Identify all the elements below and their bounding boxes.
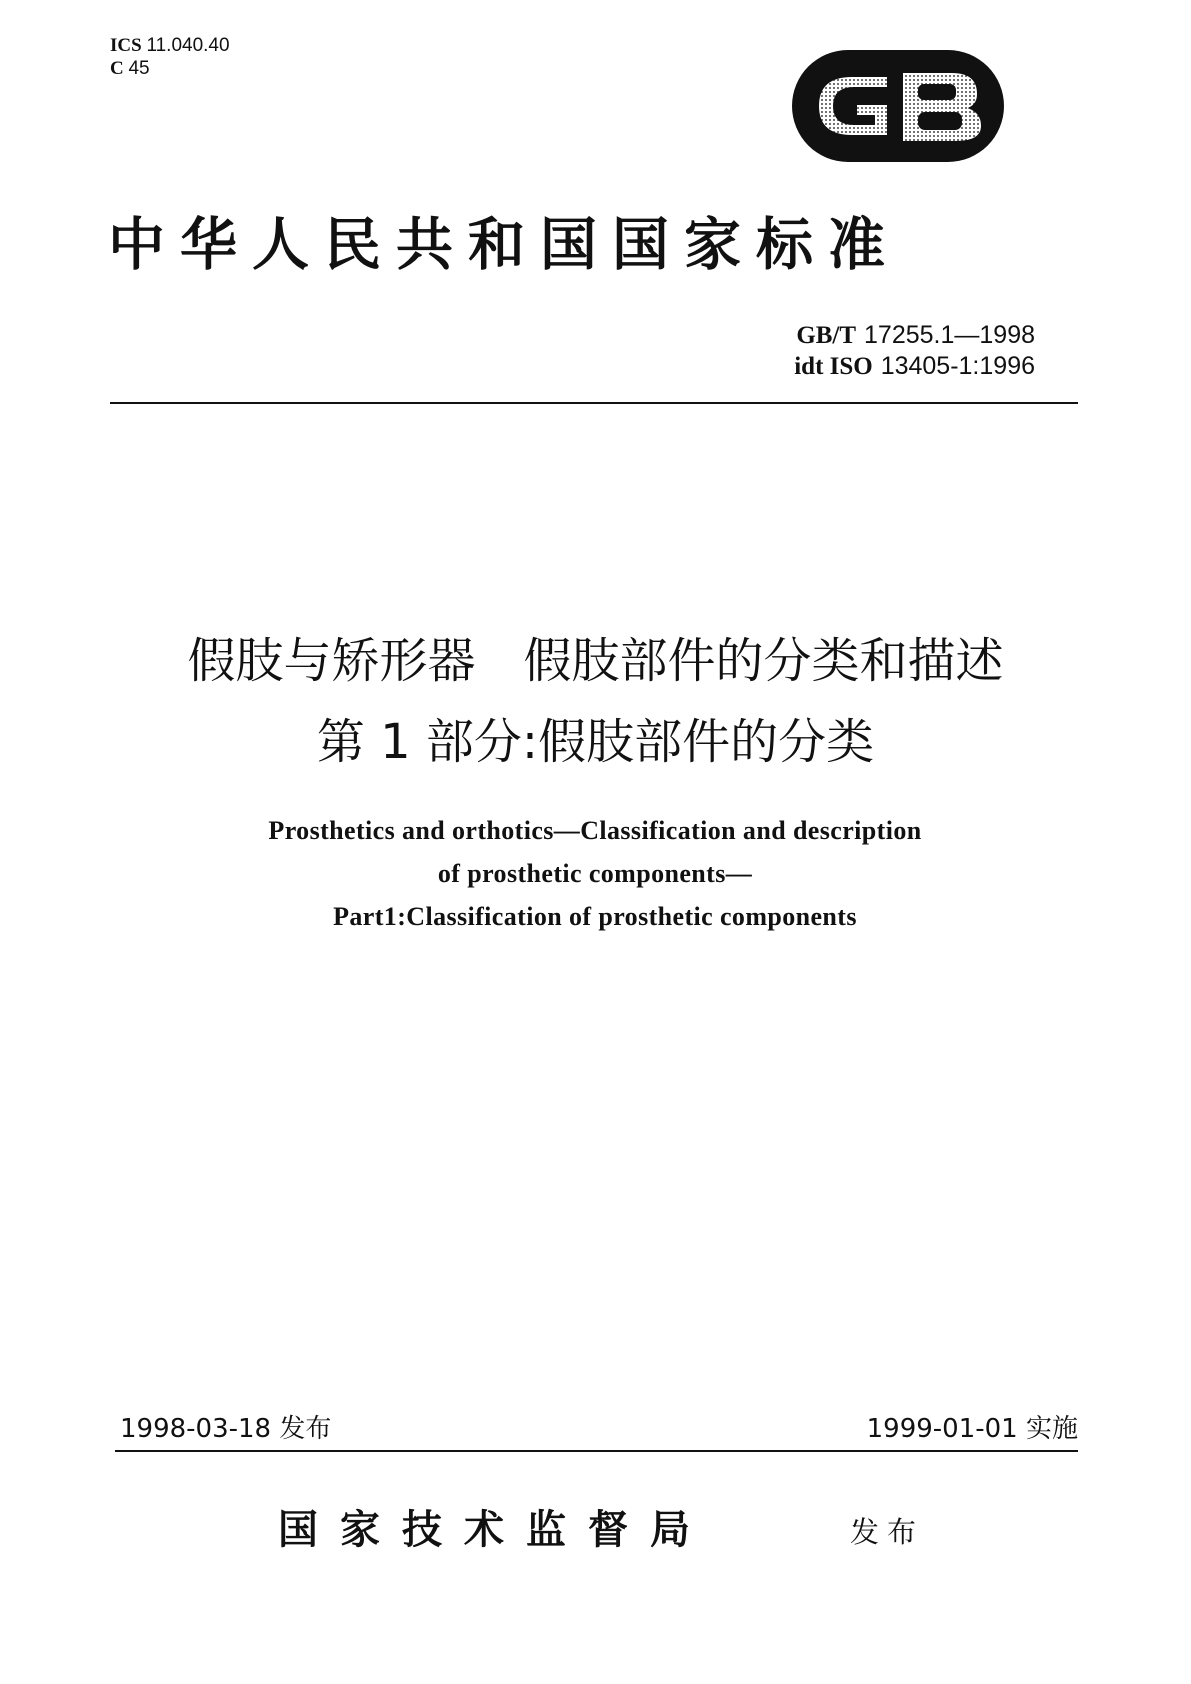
ics-value: 11.040.40	[146, 35, 230, 56]
english-title-line-2: of prosthetic components—	[437, 859, 753, 888]
issue-date: 1998-03-18 发布	[120, 1414, 332, 1444]
standard-number-block	[794, 320, 1035, 382]
identical-standard	[794, 351, 1035, 382]
gb-standard-logo	[792, 50, 1004, 162]
national-standard-heading: 中华人民共和国国家标准	[108, 211, 900, 278]
ics-code	[110, 34, 230, 57]
effective-date: 1999-01-01 实施	[866, 1414, 1078, 1444]
publisher-name: 国家技术监督局	[278, 1506, 712, 1553]
ccs-label: C	[110, 58, 124, 79]
ics-label: ICS	[110, 35, 142, 56]
english-title-line-1: Prosthetics and orthotics—Classification and description	[268, 816, 922, 845]
standard-number-value: 17255.1—1998	[864, 321, 1035, 349]
english-title-line-3: Part1:Classification of prosthetic components	[333, 902, 857, 931]
standard-number	[794, 320, 1035, 351]
chinese-title-line-1: 假肢与矫形器 假肢部件的分类和描述	[187, 633, 1004, 689]
header-divider	[110, 402, 1078, 404]
ccs-code	[110, 57, 230, 80]
standard-number-prefix: GB/T	[796, 322, 857, 349]
classification-codes	[110, 34, 230, 80]
identical-standard-prefix: idt ISO	[794, 353, 873, 380]
footer-divider	[115, 1450, 1078, 1452]
chinese-title-line-2: 第 1 部分:假肢部件的分类	[316, 714, 875, 770]
identical-standard-value: 13405-1:1996	[880, 352, 1035, 380]
ccs-value: 45	[128, 58, 150, 79]
publisher-issue-label: 发布	[850, 1515, 925, 1549]
